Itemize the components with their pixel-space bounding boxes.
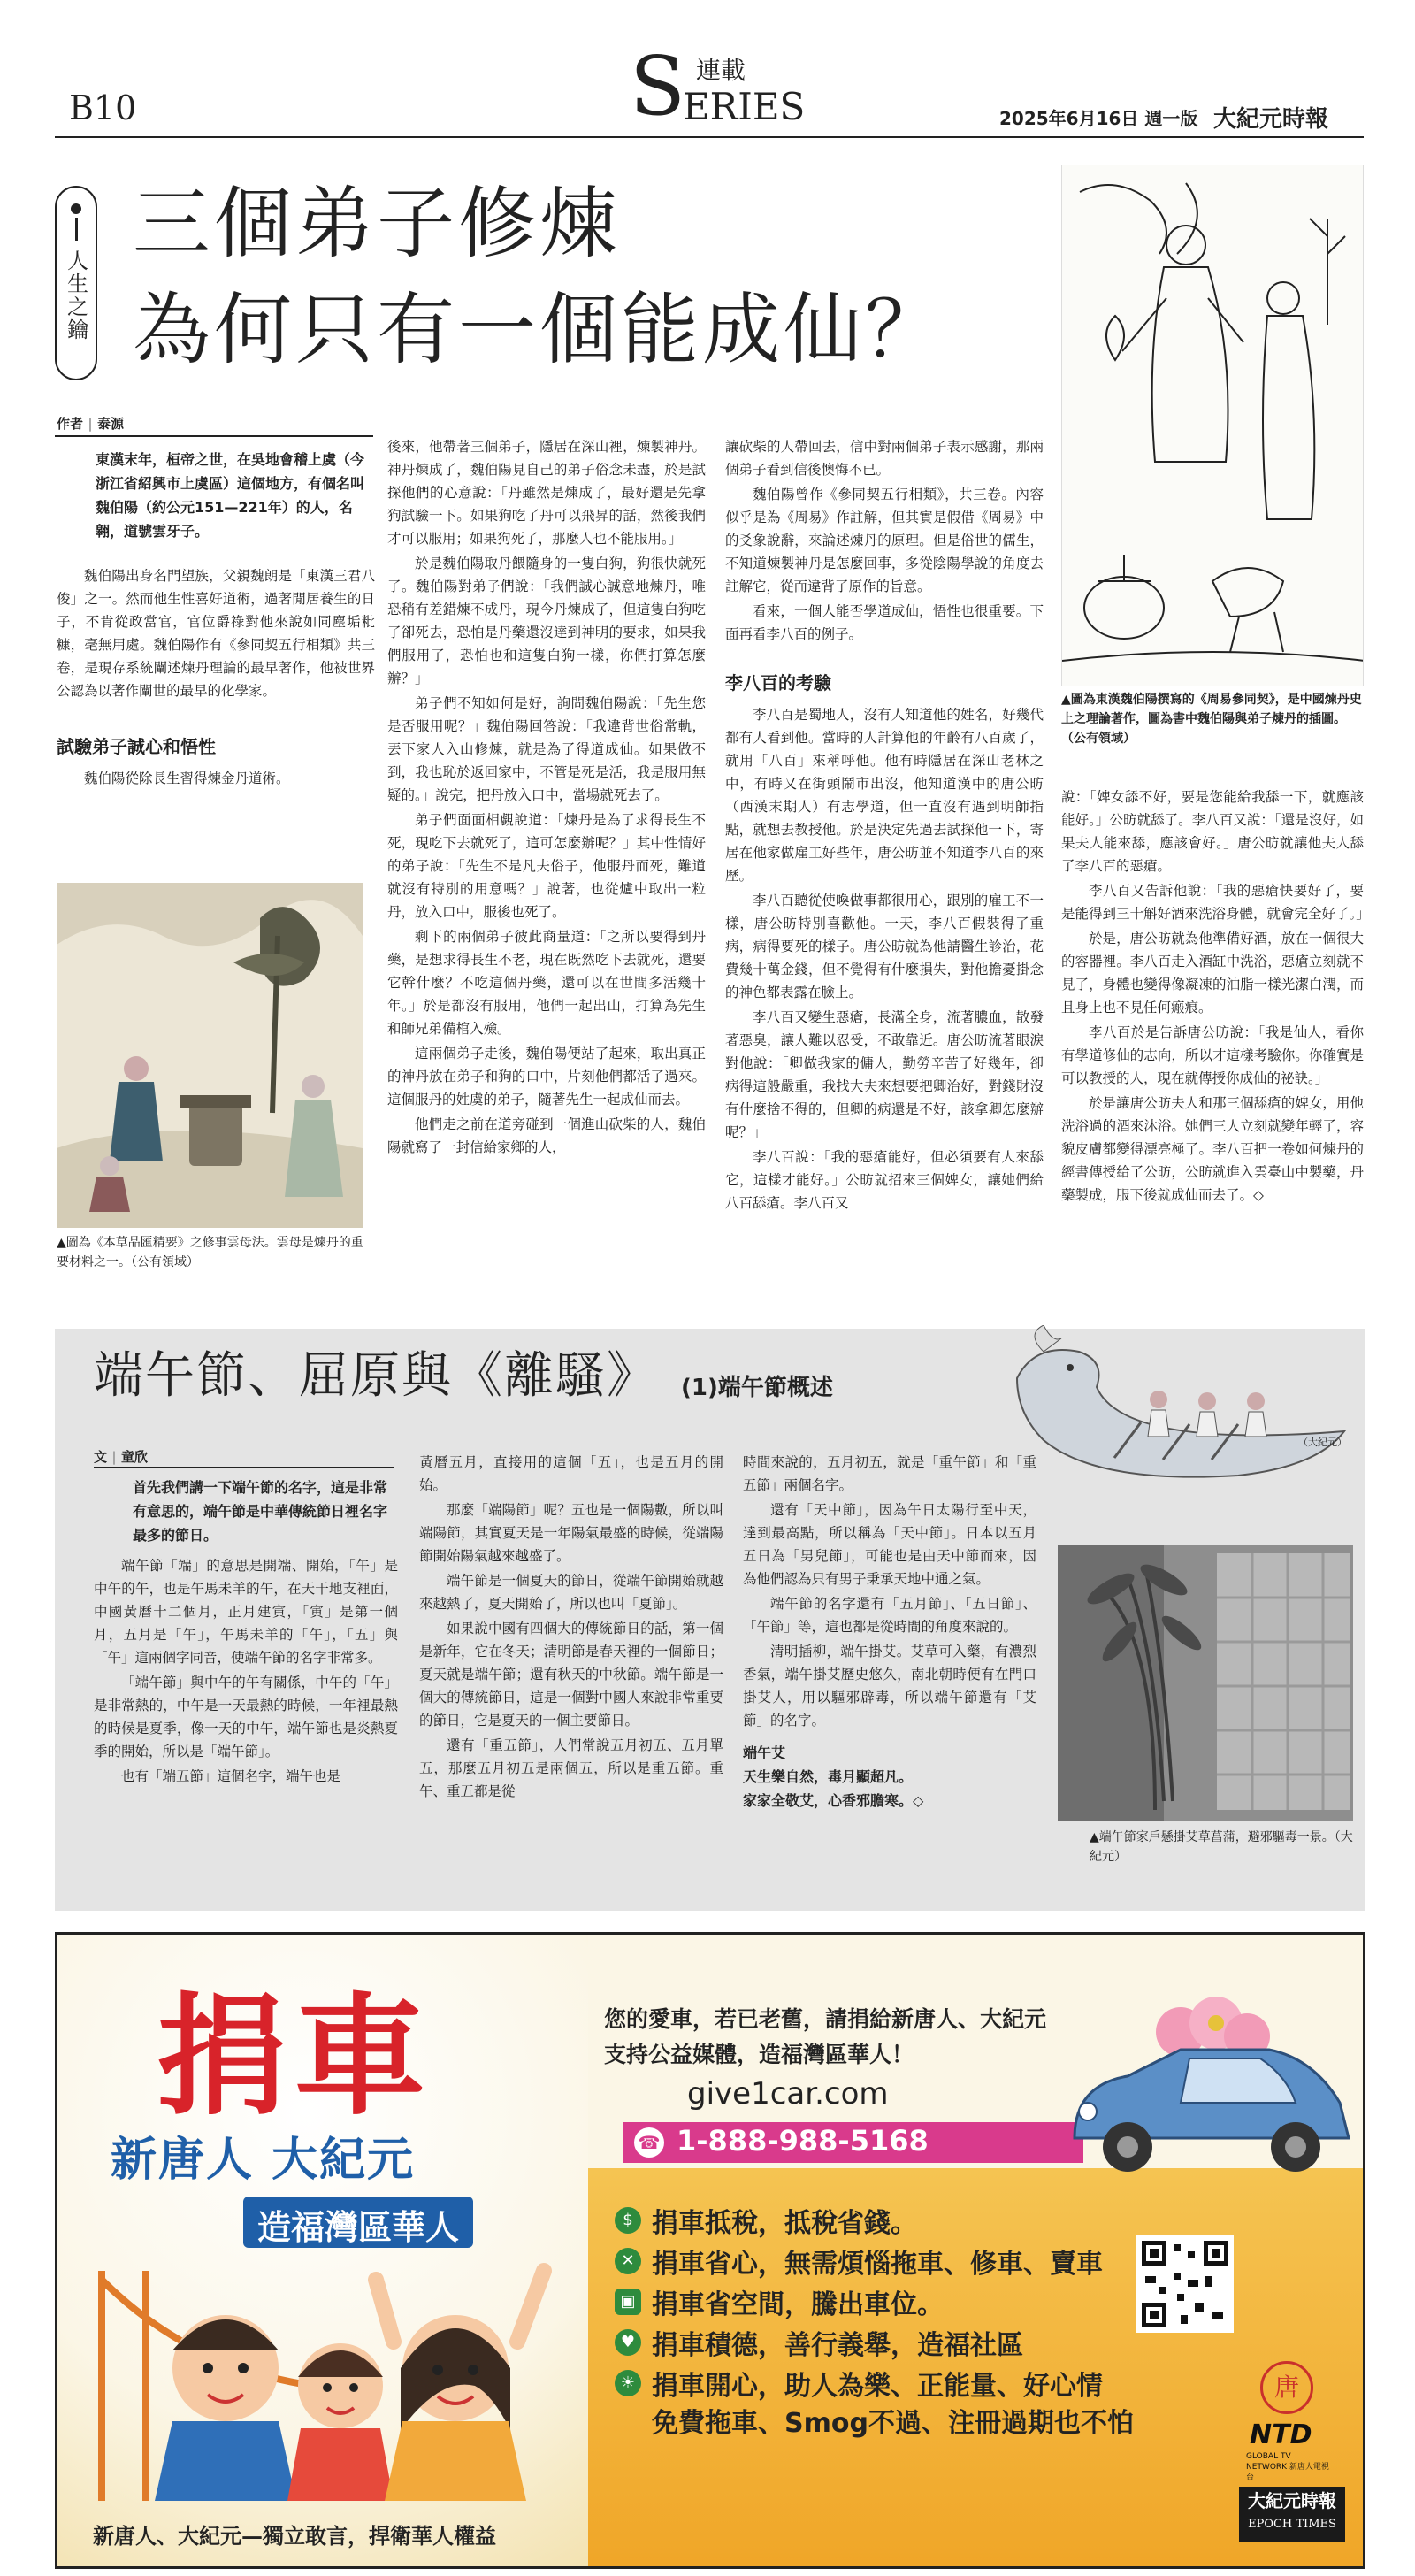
poem-line: 天生樂自然，毒月顯超凡。 [743, 1768, 914, 1785]
ad-slogan-line1: 您的愛車，若已老舊，請捐給新唐人、大紀元 [604, 2006, 1047, 2032]
kid-2 [287, 2343, 394, 2501]
epoch-times-logo [1239, 2487, 1345, 2542]
paragraph: 這兩個弟子走後，魏伯陽便站了起來，取出真正的神丹放在弟子和狗的口中，片刻他們都活了過來。這個服丹的姓虞的弟子，隨著先生一起成仙而去。 [387, 1046, 706, 1108]
dragon-boat-illustration [1008, 1325, 1362, 1484]
paragraph: 黃曆五月，直接用的這個「五」，也是五月的開始。 [419, 1454, 723, 1493]
article1-column1 [57, 448, 375, 792]
qr-code[interactable] [1136, 2235, 1234, 2333]
article2-byline: 文 | 童欣 [94, 1449, 148, 1465]
paragraph: 「端午節」與中午的午有關係，中午的「午」是非常熱的，中午是一天最熱的時候，一年裡最熱的時候是夏季，像一天的中午，端午節也是炎熱夏季的開始，所以是「端午節」。 [94, 1675, 398, 1760]
paragraph: 端午節「端」的意思是開端、開始，「午」是中午的午，也是午馬未羊的午，在天干地支裡面，中國黃曆十二個月，正月建寅，「寅」是第一個月，五月是「午」，午馬未羊的「午」，「五」與「午」這兩個字同音，使端午節的名字非常多。 [94, 1558, 398, 1666]
paragraph: 李八百是蜀地人，沒有人知道他的姓名，好幾代都有人看到他。當時的人計算他的年齡有八百歲了，就用「八百」來稱呼他。他有時隱居在深山老林之中，有時又在街頭鬧市出沒，他知道漢中的唐公昉（西漢末期人）有志學道，但一直沒有遇到明師指點，就想去教授他。於是決定先過去試探他一下，寄居在他家做雇工好些年，唐公昉並不知道李八百的來歷。 [725, 707, 1044, 884]
car-donation-ad [55, 1932, 1365, 2569]
benefit-item [615, 2363, 1251, 2404]
ad-bottom-line: 免費拖車、Smog不過、注冊過期也不怕 [652, 2408, 1134, 2439]
article2-column3 [743, 1451, 1036, 1813]
ad-headline: 捐車 [157, 1981, 432, 2133]
paragraph: 讓砍柴的人帶回去，信中對兩個弟子表示感謝，那兩個弟子看到信後懊悔不已。 [725, 439, 1044, 478]
issue-date: 2025年6月16日 週一版 [999, 108, 1198, 129]
paragraph: 他們走之前在道旁碰到一個進山砍柴的人，魏伯陽就寫了一封信給家鄉的人， [387, 1116, 706, 1155]
paragraph: 魏伯陽出身名門望族，父親魏朗是「東漢三君八俊」之一。然而他生性喜好道術，過著閒居養生的日子，不肯從政當官，官位爵祿對他來說如同塵垢粃糠，毫無用處。魏伯陽作有《參同契五行相類》共三卷，是現存系統闡述煉丹理論的最早著作，他被世界公認為以著作闡世的最早的化學家。 [57, 568, 375, 699]
ntd-subtitle: GLOBAL TV NETWORK 新唐人電視台 [1246, 2452, 1329, 2482]
dragon-boat-image [1008, 1325, 1362, 1484]
article1-column3 [725, 435, 1044, 1216]
ad-url-link[interactable]: give1car.com [687, 2076, 889, 2112]
ntd-logo: NTD [1250, 2419, 1312, 2450]
woodcut-image [1062, 165, 1364, 686]
woodcut-illustration [1061, 165, 1364, 686]
alchemy-scene-image [57, 883, 363, 1228]
paragraph: 於是，唐公昉就為他準備好酒，放在一個很大的容器裡。李八百走入酒缸中洗浴，惡瘡立刻就不見了，身體也變得像凝凍的油脂一樣光潔白潤，而且身上也不見任何瘢痕。 [1061, 931, 1364, 1016]
epoch-logo-zh: 大紀元時報 [1248, 2490, 1336, 2511]
kid-3 [376, 2271, 544, 2501]
lead-paragraph: 首先我們講一下端午節的名字，這是非常有意思的，端午節是中華傳統節日裡名字最多的節日。 [133, 1479, 388, 1544]
benefit-label: 捐車抵稅，抵稅省錢。 [652, 2208, 917, 2239]
paragraph: 如果說中國有四個大的傳統節日的話，第一個是新年，它在冬天；清明節是春天裡的一個節日；夏天就是端午節；還有秋天的中秋節。端午節是一個大的傳統節日，這是一個對中國人來說非常重要的節日，它是夏天的一個主要節日。 [419, 1621, 723, 1729]
mugwort-photo [1058, 1545, 1353, 1821]
benefit-label: 捐車開心，助人為樂、正能量、好心情 [652, 2371, 1103, 2402]
mugwort-door-image [1058, 1545, 1353, 1821]
article2-subtitle: (1)端午節概述 [681, 1375, 833, 1401]
paragraph: 清明插柳，端午掛艾。艾草可入藥，有濃烈香氣，端午掛艾歷史悠久，南北朝時便有在門口掛艾人，用以驅邪辟毒，所以端午節還有「艾節」的名字。 [743, 1644, 1036, 1729]
image-caption: ▲圖為《本草品匯精要》之修事雲母法。雲母是煉丹的重要材料之一。（公有領域） [57, 1236, 363, 1269]
section-heading: 李八百的考驗 [725, 672, 831, 694]
paragraph: 剩下的兩個弟子彼此商量道：「之所以要得到丹藥，是想求得長生不老，現在既然吃下去就死，還要它幹什麼？不吃這個丹藥，還可以在世間多活幾十年。」於是都沒有服用，他們一起出山，打算為先生和師兄弟備棺入殮。 [387, 929, 706, 1037]
ad-footer-slogan: 新唐人、大紀元—獨立敢言，捍衛華人權益 [93, 2523, 496, 2549]
paragraph: 李八百於是告訴唐公昉說：「我是仙人，看你有學道修仙的志向，所以才這樣考驗你。你確實是可以教授的人，現在就傳授你成仙的祕訣。」 [1061, 1024, 1364, 1086]
series-label-rest: ERIES [683, 85, 806, 128]
series-label-s: S [630, 39, 686, 134]
header-rule [55, 136, 1364, 138]
coins-icon: $ [615, 2207, 641, 2234]
article1-column2 [387, 435, 706, 1161]
photo-caption: ▲端午節家戶懸掛艾草菖蒲，避邪驅毒一景。（大紀元） [1090, 1830, 1353, 1864]
ntd-logo-circle: 唐 [1260, 2361, 1313, 2414]
ad-phone-number[interactable]: 1-888-988-5168 [677, 2124, 929, 2158]
byline-label: 作者 [57, 416, 84, 432]
series-label-zh: 連載 [696, 56, 746, 85]
paragraph: 魏伯陽曾作《參同契五行相類》，共三卷。內容似乎是為《周易》作註解，但其實是假借《周易》中的爻象說辭，來論述煉丹的原理。但是俗世的儒生，不知道煉製神丹是怎麼回事，多從陰陽學說的角度去註解它，從而違背了原作的旨意。 [725, 487, 1044, 594]
ad-tagline: 造福灣區華人 [257, 2208, 460, 2247]
series-label [630, 39, 824, 134]
image-caption: ▲圖為東漢魏伯陽撰寫的《周易參同契》，是中國煉丹史上之理論著作，圖為書中魏伯陽與弟子煉丹的插圖。（公有領域） [1061, 693, 1362, 746]
paragraph: 看來，一個人能否學道成仙，悟性也很重要。下面再看李八百的例子。 [725, 603, 1044, 642]
qr-code-icon [1142, 2241, 1228, 2327]
paragraph: 那麼「端陽節」呢？五也是一個陽數，所以叫端陽節，其實夏天是一年陽氣最盛的時候，從端陽節開始陽氣越來越盛了。 [419, 1502, 723, 1564]
article2-column1 [94, 1476, 398, 1790]
paragraph: 於是魏伯陽取丹餵隨身的一隻白狗，狗很快就死了。魏伯陽對弟子們說：「我們誠心誠意地煉丹，唯恐稍有差錯煉不成丹，現今丹煉成了，但這隻白狗吃了卻死去，恐怕是丹藥還沒達到神明的要求，如果我們服用了，恐怕也和這隻白狗一樣，你們打算怎麼辦？」 [387, 556, 706, 686]
epoch-logo-en: EPOCH TIMES [1248, 2518, 1336, 2531]
handshake-icon: ♥ [615, 2329, 641, 2356]
poem-title: 端午艾 [743, 1744, 786, 1761]
article1-column4 [1061, 786, 1370, 1208]
tag-dot-icon [71, 203, 81, 214]
car-illustration [1057, 1988, 1358, 2191]
column-tag-text: 人生之鑰 [63, 249, 88, 341]
paragraph: 於是讓唐公昉夫人和那三個舔瘡的婢女，用他洗浴過的酒來沐浴。她們三人立刻就變年輕了，容貌皮膚都變得漂亮極了。李八百把一卷如何煉丹的經書傳授給了公昉，公昉就進入雲臺山中製藥，丹藥製成，服下後就成仙而去了。◇ [1061, 1095, 1364, 1203]
paragraph: 弟子們不知如何是好，詢問魏伯陽說：「先生您是否服用呢？」魏伯陽回答說：「我違背世俗常軌，丟下家人入山修煉，就是為了得道成仙。如果做不到，我也恥於返回家中，不管是死是活，我是服用無疑的。」說完，把丹放入口中，當場就死去了。 [387, 695, 706, 803]
paper-logo: 大紀元時報 [1213, 106, 1329, 133]
paragraph: 魏伯陽從除長生習得煉金丹道術。 [84, 770, 290, 786]
article2-column2 [419, 1451, 723, 1805]
section-heading: 試驗弟子誠心和悟性 [57, 736, 216, 757]
tools-icon: ✕ [615, 2248, 641, 2274]
paragraph: 還有「天中節」，因為午日太陽行至中天，達到最高點，所以稱為「天中節」。日本以五月五日為「男兒節」，可能也是由天中節而來，因為他們認為只有男子秉承天地中通之氣。 [743, 1502, 1036, 1587]
parking-icon: ▣ [615, 2288, 641, 2315]
paragraph: 時間來說的，五月初五，就是「重午節」和「重五節」兩個名字。 [743, 1454, 1036, 1493]
page-number: B10 [69, 88, 137, 127]
paragraph: 說：「婢女舔不好，要是您能給我舔一下，就應該能好。」公昉就舔了。李八百又說：「還是沒好，如果夫人能來舔，應該會好。」唐公昉就讓他夫人舔了李八百的惡瘡。 [1061, 789, 1364, 874]
bridge-kids-illustration [75, 2235, 553, 2501]
paragraph: 也有「端五節」這個名字，端午也是 [121, 1768, 341, 1784]
illustration-credit: （大紀元） [1298, 1437, 1347, 1448]
byline: 作者 | 泰源 [57, 416, 124, 432]
tag-line-icon [75, 218, 78, 241]
ad-brand: 新唐人 大紀元 [111, 2134, 416, 2187]
paragraph: 弟子們面面相覷說道：「煉丹是為了求得長生不死，現吃下去就死了，這可怎麼辦呢？」其中性情好的弟子說：「先生不是凡夫俗子，他服丹而死，難道就沒有特別的用意嗎？」說著，也從爐中取出一粒丹，放入口中，服後也死了。 [387, 812, 706, 920]
poem-line: 家家全敬艾，心香邪膽寒。◇ [743, 1792, 924, 1809]
paragraph: 還有「重五節」，人們常說五月初五、五月單五，那麼五月初五是兩個五，所以是重五節。重午、重五都是從 [419, 1737, 723, 1799]
article-title-line2: 為何只有一個能成仙？ [133, 284, 947, 375]
article2-title: 端午節、屈原與《離騷》 [94, 1347, 658, 1405]
alchemy-illustration [57, 883, 363, 1228]
sun-icon: ☀ [615, 2370, 641, 2396]
lead-paragraph: 東漢末年，桓帝之世，在吳地會稽上虞（今浙江省紹興市上虞區）這個地方，有個名叫魏伯陽（約公元151—221年）的人，名翱，道號雲牙子。 [96, 451, 365, 540]
paragraph: 端午節是一個夏天的節日，從端午節開始就越來越熱了，夏天開始了，所以也叫「夏節」。 [419, 1573, 723, 1612]
paragraph: 端午節的名字還有「五月節」、「五日節」、「午節」等，這也都是從時間的角度來說的。 [743, 1596, 1036, 1635]
byline-label: 文 [94, 1449, 108, 1465]
paragraph: 後來，他帶著三個弟子，隱居在深山裡，煉製神丹。神丹煉成了，魏伯陽見自己的弟子俗念未盡，於是試探他們的心意說：「丹雖然是煉成了，最好還是先拿狗試驗一下。如果狗吃了丹可以飛昇的話，然後我們才可以服用；如果狗死了，那麼人也不能服用。」 [387, 439, 706, 547]
byline-author: 泰源 [96, 416, 124, 432]
kid-1 [155, 2315, 296, 2501]
benefit-label: 捐車省空間，騰出車位。 [652, 2289, 944, 2320]
byline-author: 童欣 [120, 1449, 148, 1465]
ad-slogan-line2: 支持公益媒體，造福灣區華人！ [604, 2042, 914, 2067]
column-tag [55, 186, 97, 380]
paragraph: 李八百說：「我的惡瘡能好，但必須要有人來舔它，這樣才能好。」公昉就招來三個婢女，讓她們給八百舔瘡。李八百又 [725, 1149, 1044, 1211]
paragraph: 李八百又告訴他說：「我的惡瘡快要好了，要是能得到三十斛好酒來洗浴身體，就會完全好了。」 [1061, 883, 1370, 922]
paragraph: 李八百聽從使喚做事都很用心，跟別的雇工不一樣，唐公昉特別喜歡他。一天，李八百假裝得了重病，病得要死的樣子。唐公昉就為他請醫生診治，花費幾十萬金錢，但不覺得有什麼損失，對他擔憂掛念的神色都表露在臉上。 [725, 893, 1044, 1000]
benefit-label: 捐車省心，無需煩惱拖車、修車、賣車 [652, 2249, 1103, 2280]
paragraph: 李八百又變生惡瘡，長滿全身，流著膿血，散發著惡臭，讓人難以忍受，不敢靠近。唐公昉流著眼淚對他說：「卿做我家的傭人，勤勞辛苦了好幾年，卻病得這般嚴重，我找大夫來想要把卿治好，對錢財沒有什麼捨不得的，但卿的病還是不好，該拿卿怎麼辦呢？」 [725, 1009, 1044, 1140]
phone-icon: ☎ [634, 2128, 664, 2158]
article-title-line1: 三個弟子修煉 [133, 178, 622, 269]
benefit-label: 捐車積德，善行義舉，造福社區 [652, 2330, 1023, 2361]
